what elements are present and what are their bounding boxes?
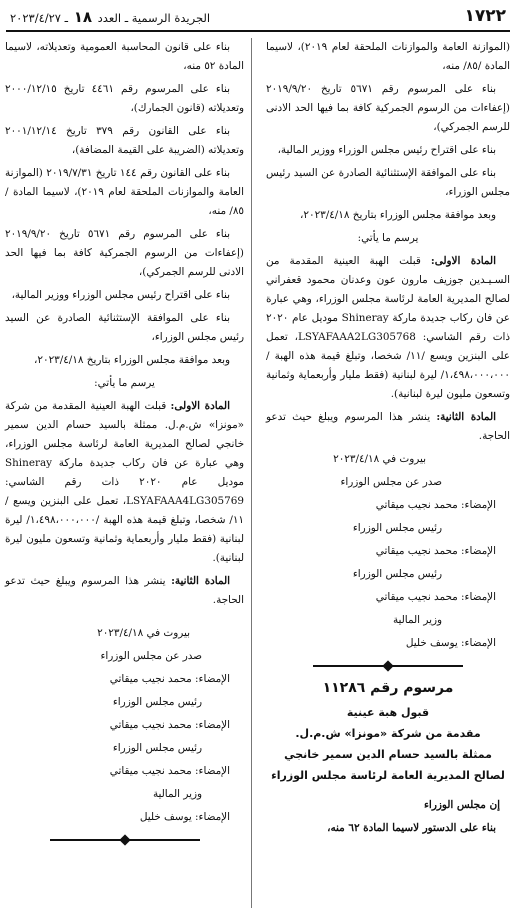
article-label: المادة الثانية: (436, 411, 496, 423)
right-column (266, 38, 510, 842)
decree-title-line: قبول هبة عينية (346, 706, 430, 719)
opening-line: إن مجلس الوزراء (424, 799, 500, 811)
paragraph: بناء على القانون رقم ١٤٤ تاريخ ٢٠١٩/٧/٣١ (الموازنة العامة والموازنات الملحقة لعام ٢٠١٩)، لاسيما المادة /٨٥/ منه، (5, 167, 244, 217)
article-1 (266, 252, 510, 404)
signer-title: رئيس مجلس الوزراء (112, 742, 202, 754)
paragraph: وبعد موافقة مجلس الوزراء بتاريخ ٢٠٢٣/٤/١٨، (34, 354, 230, 366)
paragraph: وبعد موافقة مجلس الوزراء بتاريخ ٢٠٢٣/٤/١٨، (300, 209, 496, 221)
paragraph: بناء على القانون رقم ٣٧٩ تاريخ ٢٠٠١/١٢/١٤ وتعديلاته (الضريبة على القيمة المضافة)، (5, 125, 244, 156)
gazette-title (10, 8, 210, 26)
decree-title-line: لصالح المديرية العامة لرئاسة مجلس الوزراء (271, 769, 505, 782)
column-divider (251, 38, 252, 908)
article-text: قبلت الهبة العينية المقدمة من شركة «مونزا» ش.م.ل. ممثلة بالسيد حسام الدين سمير خانجي لصالح المديرية العامة لرئاسة مجلس الوزراء، وهي عبارة عن فان ركاب جديدة ماركة Shineray موديل عام ٢٠٢٠ ذات رقم الشاسي: LSYAFAAA4LG305769، تعمل على البنزين ويسع /١١/ شخصا، وتبلغ قيمة هذه الهبة /١،٤٩٨،٠٠٠،٠٠٠/ ليرة لبنانية (فقط مليار وأربعماية وثمانية وتسعون مليون ليرة لبنانية). (5, 400, 244, 564)
signer-title: وزير المالية (152, 788, 202, 800)
article-label: المادة الاولى: (430, 255, 496, 267)
signer-title: رئيس مجلس الوزراء (352, 522, 442, 534)
decree-title (266, 702, 510, 786)
article-text: ينشر هذا المرسوم ويبلغ حيث تدعو الحاجة. (266, 411, 510, 442)
signature: الإمضاء: محمد نجيب ميقاتي (109, 765, 230, 777)
left-column (5, 38, 244, 847)
signature: الإمضاء: يوسف خليل (139, 811, 230, 823)
signature: الإمضاء: محمد نجيب ميقاتي (375, 545, 496, 557)
article-text: قبلت الهبة العينية المقدمة من السـيـدين جوزيف مارون عون وعدنان محمود قعفراني لصالح المديرية العامة لرئاسة مجلس الوزراء، وهي عبارة عن فان ركاب جديدة ماركة Shineray موديل عام ٢٠٢٠ ذات رقم الشاسي: LSYAFAAA2LG305768، تعمل على البنزين ويسع /١١/ شخصا، وتبلغ قيمة هذه الهبة /١،٤٩٨،٠٠٠،٠٠٠/ ليرة لبنانية (فقط مليار وأربعماية وثمانية وتسعون مليون ليرة لبنانية). (266, 255, 511, 400)
issue-date: ـ ٢٠٢٣/٤/٢٧ (10, 11, 69, 25)
signature: الإمضاء: محمد نجيب ميقاتي (109, 719, 230, 731)
article-2 (266, 408, 510, 446)
signature: الإمضاء: محمد نجيب ميقاتي (375, 499, 496, 511)
place-date: بيروت في ٢٠٢٣/٤/١٨ (333, 453, 426, 465)
signer-title: وزير المالية (392, 614, 442, 626)
decrees-heading: يرسم ما يأتي: (357, 232, 419, 244)
decree-title-line: مقدمة من شركة «مونزا» ش.م.ل. (295, 727, 481, 740)
paragraph: بناء على الدستور لاسيما المادة ٦٢ منه، (327, 822, 496, 834)
decree-number: مرسوم رقم ١١٢٨٦ (322, 680, 454, 696)
signature: الإمضاء: يوسف خليل (405, 637, 496, 649)
gazette-name: الجريدة الرسمية ـ العدد (97, 11, 211, 25)
article-label: المادة الثانية: (171, 575, 231, 587)
paragraph: بناء على المرسوم رقم ٥٦٧١ تاريخ ٢٠١٩/٩/٢٠ (إعفاءات من الرسوم الجمركية كافة بما فيها الحد الادنى للرسم الجمركي)، (266, 83, 510, 133)
issue-number: ١٨ (73, 8, 92, 26)
paragraph: بناء على اقتراح رئيس مجلس الوزراء ووزير المالية، (11, 289, 230, 301)
issued-by: صدر عن مجلس الوزراء (340, 476, 442, 488)
article-1 (5, 397, 244, 568)
section-end-mark (50, 837, 200, 843)
article-label: المادة الاولى: (170, 400, 230, 412)
signature: الإمضاء: محمد نجيب ميقاتي (109, 673, 230, 685)
issued-by: صدر عن مجلس الوزراء (100, 650, 202, 662)
signer-title: رئيس مجلس الوزراء (352, 568, 442, 580)
page-header (6, 4, 510, 32)
place-date: بيروت في ٢٠٢٣/٤/١٨ (97, 627, 190, 639)
signature: الإمضاء: محمد نجيب ميقاتي (375, 591, 496, 603)
section-end-mark (313, 663, 463, 669)
article-2 (5, 572, 244, 610)
paragraph: بناء على الموافقة الإستثنائية الصادرة عن السيد رئيس مجلس الوزراء، (5, 312, 244, 343)
paragraph: (الموازنة العامة والموازنات الملحقة لعام ٢٠١٩)، لاسيما المادة /٨٥/ منه، (266, 41, 511, 72)
paragraph: بناء على المرسوم رقم ٤٤٦١ تاريخ ٢٠٠٠/١٢/١٥ وتعديلاته (قانون الجمارك)، (5, 83, 244, 114)
decree-title-line: ممثلة بالسيد حسام الدين سمير خانجي (284, 748, 492, 761)
paragraph: بناء على اقتراح رئيس مجلس الوزراء ووزير المالية، (277, 144, 496, 156)
decrees-heading: يرسم ما يأتي: (94, 377, 155, 389)
paragraph: بناء على قانون المحاسبة العمومية وتعديلاته، لاسيما المادة ٥٢ منه، (5, 41, 244, 72)
signer-title: رئيس مجلس الوزراء (112, 696, 202, 708)
paragraph: بناء على المرسوم رقم ٥٦٧١ تاريخ ٢٠١٩/٩/٢٠ (إعفاءات من الرسوم الجمركية كافة بما فيها الحد الادنى للرسم الجمركي)، (5, 228, 244, 278)
article-text: ينشر هذا المرسوم ويبلغ حيث تدعو الحاجة. (5, 575, 244, 606)
page-number: ١٧٢٢ (464, 6, 506, 26)
paragraph: بناء على الموافقة الإستثنائية الصادرة عن السيد رئيس مجلس الوزراء، (266, 167, 510, 198)
